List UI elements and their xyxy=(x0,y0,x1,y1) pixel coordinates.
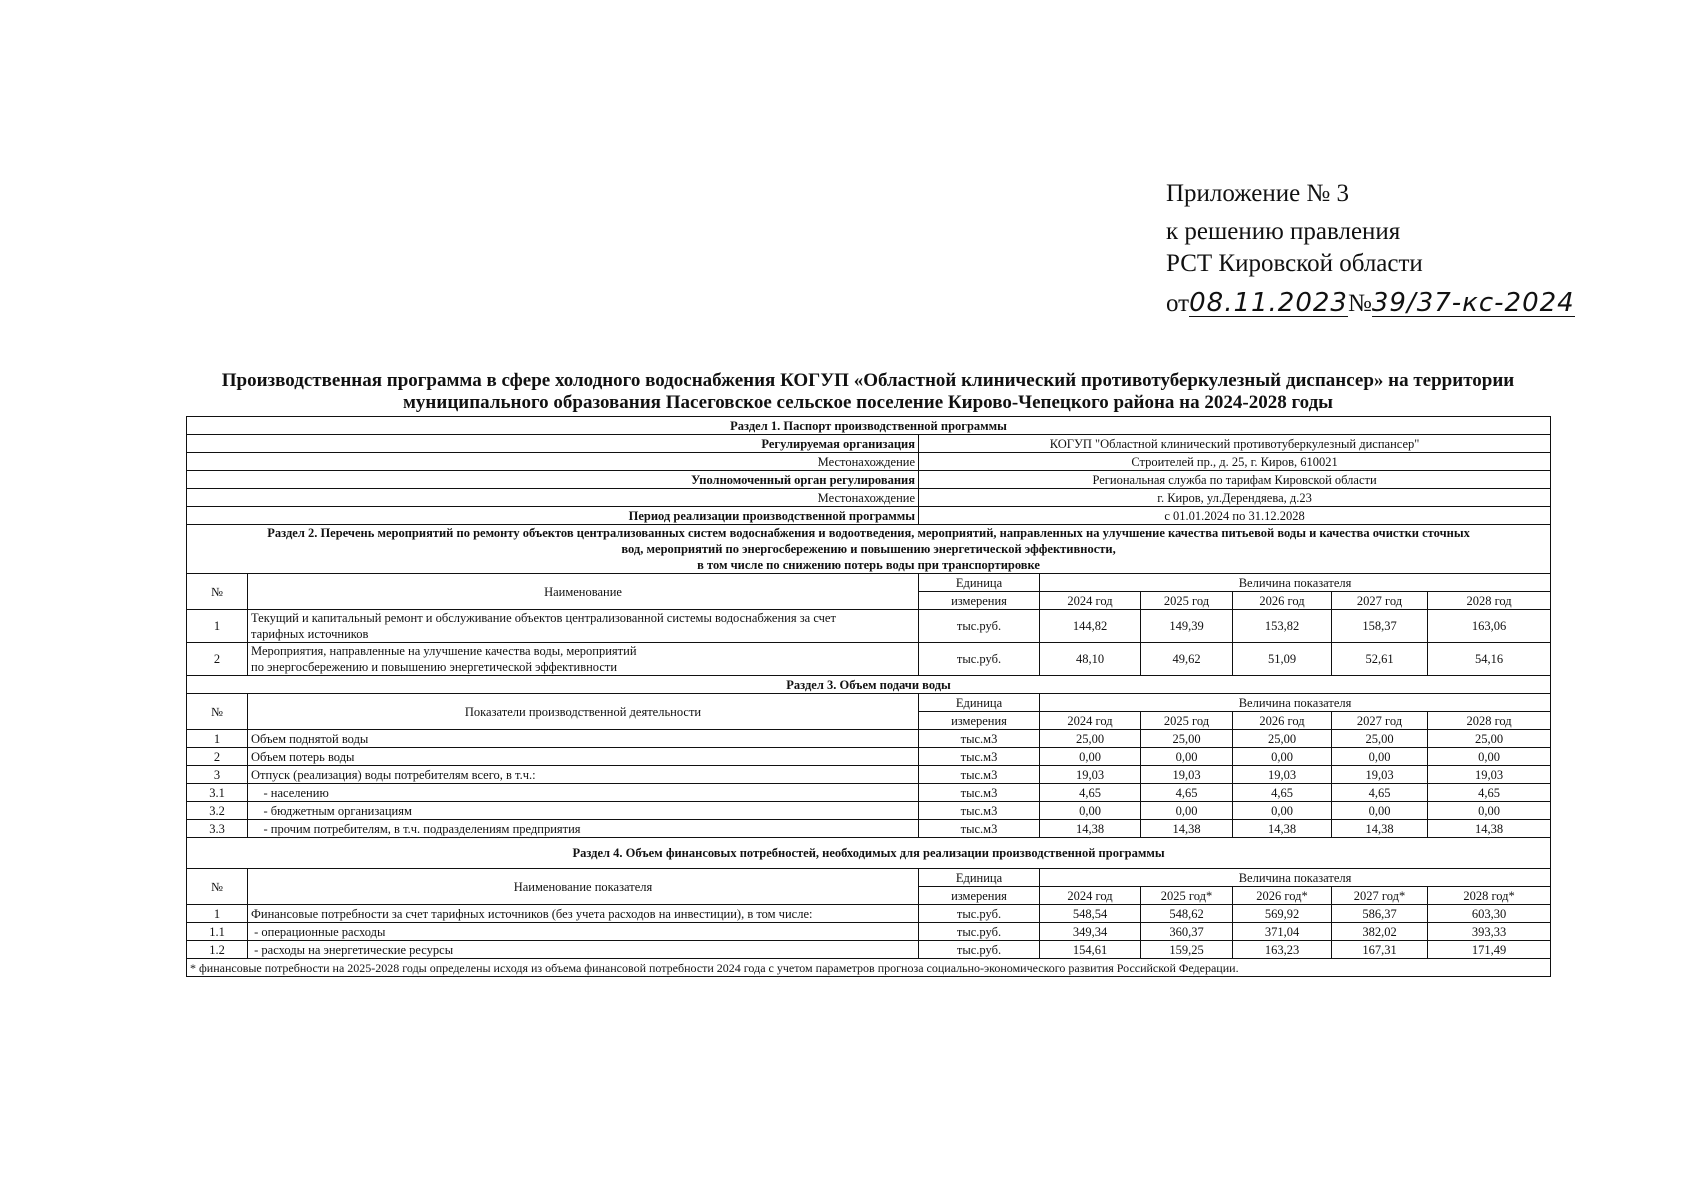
row-unit: тыс.руб. xyxy=(919,941,1040,959)
row-name: - населению xyxy=(248,784,919,802)
decision-date: 08.11.2023 xyxy=(1189,288,1348,318)
row-value: 0,00 xyxy=(1040,748,1141,766)
row-value: 4,65 xyxy=(1233,784,1332,802)
col-no-header: № xyxy=(187,869,248,905)
section3-header: Раздел 3. Объем подачи воды xyxy=(187,676,1551,694)
row-no: 3.3 xyxy=(187,820,248,838)
col-values-header: Величина показателя xyxy=(1040,869,1551,887)
row-no: 2 xyxy=(187,748,248,766)
annex-date-number xyxy=(1166,288,1575,320)
passport-label: Период реализации производственной программы xyxy=(187,507,919,525)
row-value: 159,25 xyxy=(1141,941,1233,959)
col-unit-header: Единица xyxy=(919,869,1040,887)
row-value: 19,03 xyxy=(1141,766,1233,784)
row-unit: тыс.м3 xyxy=(919,730,1040,748)
row-name-line: Мероприятия, направленные на улучшение качества воды, мероприятий xyxy=(251,644,637,658)
row-value: 349,34 xyxy=(1040,923,1141,941)
row-value: 586,37 xyxy=(1332,905,1428,923)
row-value: 4,65 xyxy=(1141,784,1233,802)
col-values-header: Величина показателя xyxy=(1040,574,1551,592)
row-value: 4,65 xyxy=(1040,784,1141,802)
row-name: - прочим потребителям, в т.ч. подразделениям предприятия xyxy=(248,820,919,838)
col-unit-header-2: измерения xyxy=(919,712,1040,730)
row-no: 3 xyxy=(187,766,248,784)
row-name-line: тарифных источников xyxy=(251,627,369,641)
row-value: 0,00 xyxy=(1332,802,1428,820)
row-value: 14,38 xyxy=(1332,820,1428,838)
row-value: 0,00 xyxy=(1428,802,1551,820)
annex-block xyxy=(1166,178,1575,320)
year-header: 2027 год xyxy=(1332,712,1428,730)
row-value: 144,82 xyxy=(1040,610,1141,643)
row-value: 25,00 xyxy=(1141,730,1233,748)
program-table xyxy=(186,416,1551,977)
passport-value: Региональная служба по тарифам Кировской области xyxy=(919,471,1551,489)
year-header: 2028 год xyxy=(1428,592,1551,610)
year-header: 2028 год xyxy=(1428,712,1551,730)
row-value: 0,00 xyxy=(1332,748,1428,766)
row-value: 49,62 xyxy=(1141,643,1233,676)
row-value: 4,65 xyxy=(1428,784,1551,802)
section2-header-line: вод, мероприятий по энергосбережению и повышению энергетической эффективности, xyxy=(621,542,1116,556)
row-unit: тыс.м3 xyxy=(919,784,1040,802)
from-label: от xyxy=(1166,290,1190,317)
row-no: 1 xyxy=(187,905,248,923)
row-value: 14,38 xyxy=(1428,820,1551,838)
document-title: Производственная программа в сфере холодного водоснабжения КОГУП «Областной клинический противотуберкулезный диспансер» на территории муниципального образования Пасеговское сельское поселение Кирово-Чепецкого района на 2024-2028 годы xyxy=(221,370,1515,413)
row-value: 0,00 xyxy=(1040,802,1141,820)
row-name: - бюджетным организациям xyxy=(248,802,919,820)
section1-header: Раздел 1. Паспорт производственной программы xyxy=(187,417,1551,435)
row-value: 371,04 xyxy=(1233,923,1332,941)
year-header: 2025 год* xyxy=(1141,887,1233,905)
number-label: № xyxy=(1347,290,1372,317)
row-value: 548,54 xyxy=(1040,905,1141,923)
year-header: 2027 год* xyxy=(1332,887,1428,905)
row-value: 382,02 xyxy=(1332,923,1428,941)
row-value: 153,82 xyxy=(1233,610,1332,643)
annex-subtitle: к решению правления xyxy=(1166,218,1401,245)
row-value: 51,09 xyxy=(1233,643,1332,676)
row-value: 0,00 xyxy=(1233,748,1332,766)
passport-value: Строителей пр., д. 25, г. Киров, 610021 xyxy=(919,453,1551,471)
row-value: 54,16 xyxy=(1428,643,1551,676)
year-header: 2028 год* xyxy=(1428,887,1551,905)
col-unit-header-2: измерения xyxy=(919,887,1040,905)
section4-header: Раздел 4. Объем финансовых потребностей, необходимых для реализации производственной программы xyxy=(187,838,1551,869)
annex-title: Приложение № 3 xyxy=(1166,180,1350,207)
row-name-line: Текущий и капитальный ремонт и обслуживание объектов централизованной системы водоснабжения за счет xyxy=(251,611,836,625)
row-name: Финансовые потребности за счет тарифных источников (без учета расходов на инвестиции), в том числе: xyxy=(248,905,919,923)
row-value: 603,30 xyxy=(1428,905,1551,923)
row-unit: тыс.руб. xyxy=(919,643,1040,676)
row-no: 1 xyxy=(187,730,248,748)
passport-label: Местонахождение xyxy=(187,489,919,507)
year-header: 2024 год xyxy=(1040,712,1141,730)
row-no: 1.2 xyxy=(187,941,248,959)
row-no: 1.1 xyxy=(187,923,248,941)
row-value: 154,61 xyxy=(1040,941,1141,959)
row-name: Объем потерь воды xyxy=(248,748,919,766)
row-value: 19,03 xyxy=(1233,766,1332,784)
year-header: 2026 год xyxy=(1233,712,1332,730)
row-name-line: по энергосбережению и повышению энергетической эффективности xyxy=(251,660,618,674)
col-unit-header: Единица xyxy=(919,574,1040,592)
year-header: 2026 год* xyxy=(1233,887,1332,905)
passport-value: КОГУП "Областной клинический противотуберкулезный диспансер" xyxy=(919,435,1551,453)
section2-header-line: в том числе по снижению потерь воды при транспортировке xyxy=(697,558,1040,572)
section2-header xyxy=(187,525,1551,574)
row-value: 548,62 xyxy=(1141,905,1233,923)
row-value: 4,65 xyxy=(1332,784,1428,802)
row-unit: тыс.руб. xyxy=(919,610,1040,643)
row-value: 14,38 xyxy=(1040,820,1141,838)
row-name: - расходы на энергетические ресурсы xyxy=(248,941,919,959)
row-value: 0,00 xyxy=(1141,802,1233,820)
col-name-header: Показатели производственной деятельности xyxy=(248,694,919,730)
section2-header-line: Раздел 2. Перечень мероприятий по ремонту объектов централизованных систем водоснабжения и водоотведения, мероприятий, направленных на улучшение качества питьевой воды и качества очистки сточных xyxy=(267,526,1470,540)
row-value: 149,39 xyxy=(1141,610,1233,643)
row-unit: тыс.м3 xyxy=(919,820,1040,838)
footnote: * финансовые потребности на 2025-2028 годы определены исходя из объема финансовой потребности 2024 года с учетом параметров прогноза социально-экономического развития Российской Федерации. xyxy=(187,959,1551,977)
passport-value: с 01.01.2024 по 31.12.2028 xyxy=(919,507,1551,525)
year-header: 2026 год xyxy=(1233,592,1332,610)
annex-authority: РСТ Кировской области xyxy=(1166,250,1423,277)
row-value: 393,33 xyxy=(1428,923,1551,941)
row-value: 14,38 xyxy=(1141,820,1233,838)
row-value: 52,61 xyxy=(1332,643,1428,676)
row-value: 569,92 xyxy=(1233,905,1332,923)
row-value: 158,37 xyxy=(1332,610,1428,643)
row-name: Отпуск (реализация) воды потребителям всего, в т.ч.: xyxy=(248,766,919,784)
row-value: 0,00 xyxy=(1141,748,1233,766)
passport-label: Местонахождение xyxy=(187,453,919,471)
col-no-header: № xyxy=(187,694,248,730)
row-value: 19,03 xyxy=(1040,766,1141,784)
col-unit-header-2: измерения xyxy=(919,592,1040,610)
row-value: 163,23 xyxy=(1233,941,1332,959)
row-no: 3.1 xyxy=(187,784,248,802)
col-no-header: № xyxy=(187,574,248,610)
year-header: 2025 год xyxy=(1141,592,1233,610)
row-value: 19,03 xyxy=(1332,766,1428,784)
row-value: 167,31 xyxy=(1332,941,1428,959)
row-name: - операционные расходы xyxy=(248,923,919,941)
row-name: Объем поднятой воды xyxy=(248,730,919,748)
col-unit-header: Единица xyxy=(919,694,1040,712)
row-value: 25,00 xyxy=(1332,730,1428,748)
row-no: 3.2 xyxy=(187,802,248,820)
passport-label: Уполномоченный орган регулирования xyxy=(187,471,919,489)
row-name xyxy=(248,610,919,643)
row-value: 14,38 xyxy=(1233,820,1332,838)
row-unit: тыс.руб. xyxy=(919,923,1040,941)
row-unit: тыс.руб. xyxy=(919,905,1040,923)
row-unit: тыс.м3 xyxy=(919,802,1040,820)
row-unit: тыс.м3 xyxy=(919,748,1040,766)
row-value: 360,37 xyxy=(1141,923,1233,941)
row-name xyxy=(248,643,919,676)
col-name-header: Наименование xyxy=(248,574,919,610)
passport-value: г. Киров, ул.Дерендяева, д.23 xyxy=(919,489,1551,507)
passport-label: Регулируемая организация xyxy=(187,435,919,453)
year-header: 2024 год xyxy=(1040,592,1141,610)
row-no: 2 xyxy=(187,643,248,676)
row-value: 0,00 xyxy=(1428,748,1551,766)
row-value: 25,00 xyxy=(1233,730,1332,748)
year-header: 2027 год xyxy=(1332,592,1428,610)
year-header: 2025 год xyxy=(1141,712,1233,730)
row-value: 25,00 xyxy=(1040,730,1141,748)
row-value: 163,06 xyxy=(1428,610,1551,643)
row-value: 48,10 xyxy=(1040,643,1141,676)
row-unit: тыс.м3 xyxy=(919,766,1040,784)
row-no: 1 xyxy=(187,610,248,643)
row-value: 0,00 xyxy=(1233,802,1332,820)
col-name-header: Наименование показателя xyxy=(248,869,919,905)
col-values-header: Величина показателя xyxy=(1040,694,1551,712)
row-value: 171,49 xyxy=(1428,941,1551,959)
row-value: 19,03 xyxy=(1428,766,1551,784)
row-value: 25,00 xyxy=(1428,730,1551,748)
year-header: 2024 год xyxy=(1040,887,1141,905)
decision-number: 39/37-кс-2024 xyxy=(1371,288,1575,318)
